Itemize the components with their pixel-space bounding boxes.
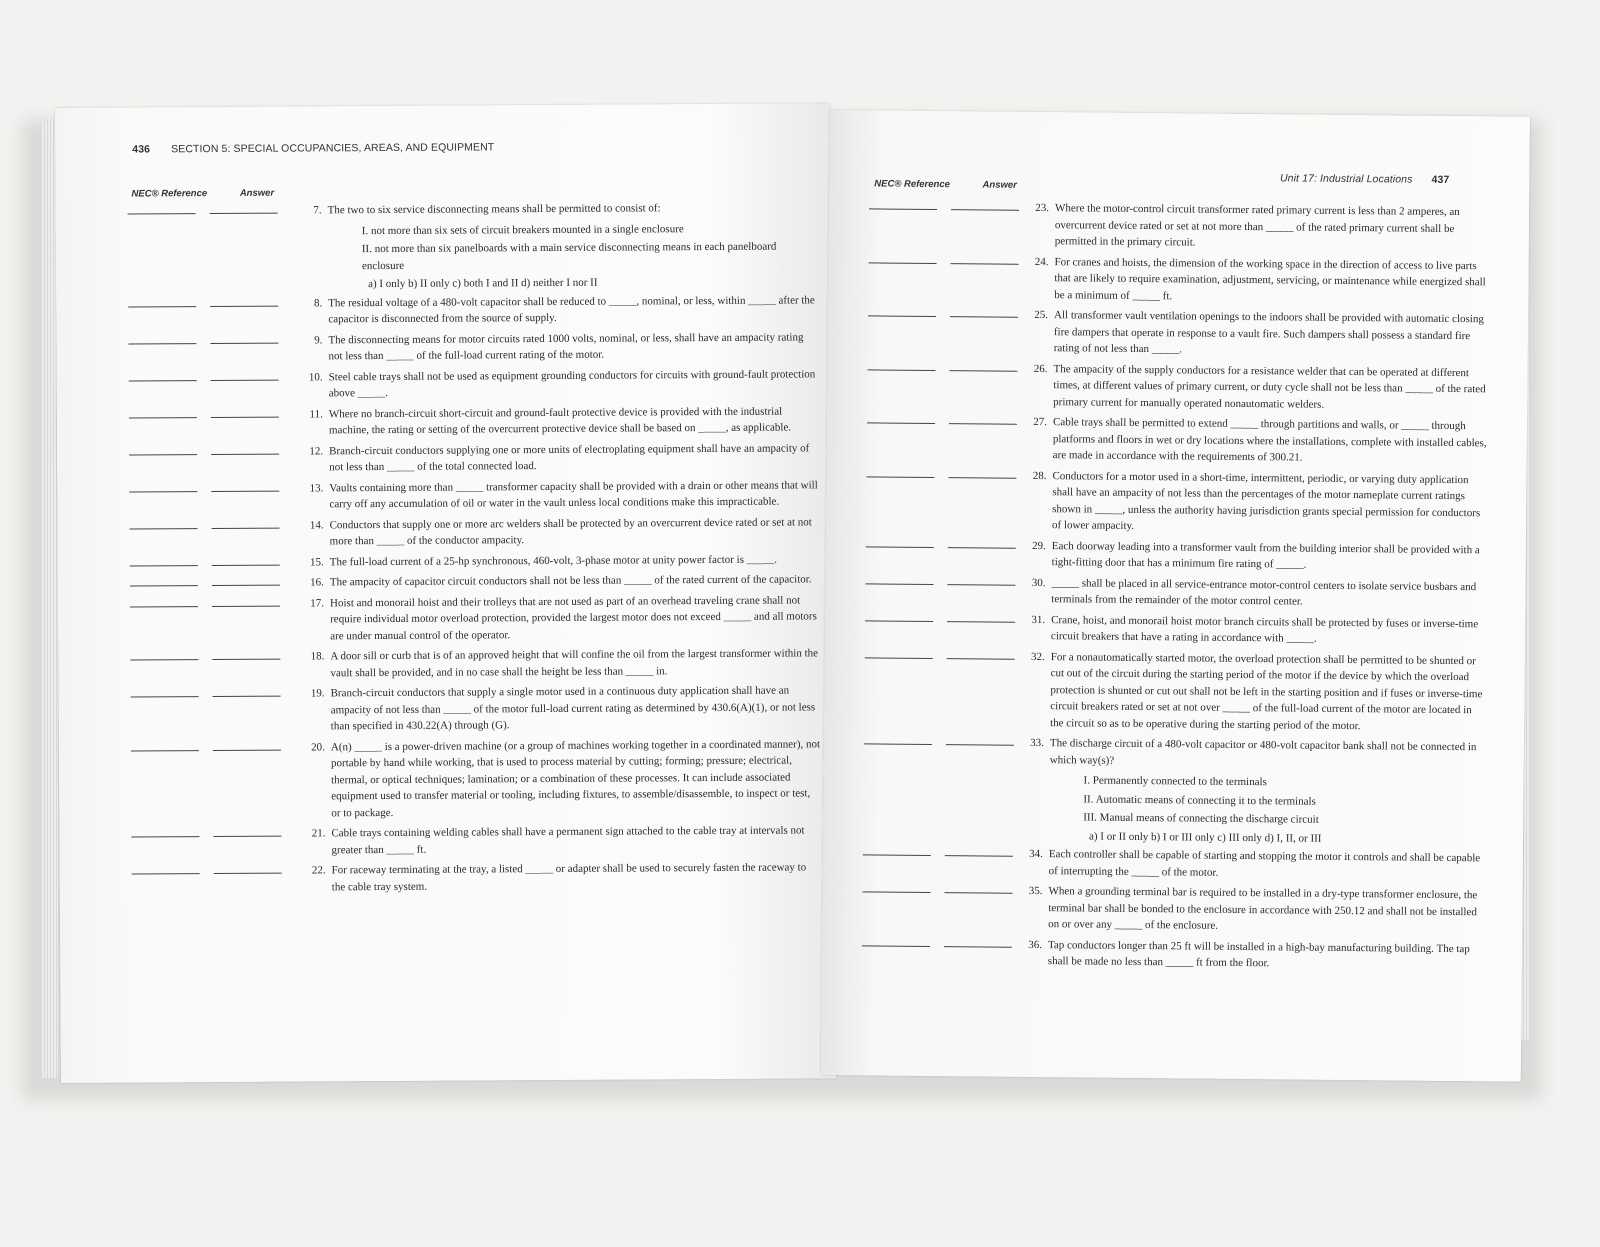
answer-blank bbox=[944, 892, 1012, 894]
answer-blanks bbox=[866, 536, 1024, 571]
answer-blank bbox=[944, 946, 1012, 948]
question-number: 24. bbox=[1034, 255, 1049, 268]
question-text: The disconnecting means for motor circuits rated 1000 volts, nominal, or less, shall have an ampacity rating not less than _____ of the full-load current rating of the motor. bbox=[328, 330, 804, 363]
reference-blank bbox=[866, 476, 934, 478]
question-item bbox=[128, 220, 818, 241]
question-item bbox=[130, 551, 820, 572]
question-text: Each controller shall be capable of starting and stopping the motor it controls and shall be capable of interrupting the _____ of the motor. bbox=[1048, 848, 1481, 879]
question-text: When a grounding terminal bar is required to be installed in a dry-type transformer enclosure, the terminal bar shall be bonded to the enclosure in accordance with 250.12 and shall not be installed on or over any _____ of the enclosure. bbox=[1048, 885, 1478, 932]
question-text: Each doorway leading into a transformer vault from the building interior shall be provided with a tight-fitting door that has a minimum fire rating of _____. bbox=[1051, 539, 1480, 571]
question-number bbox=[1021, 790, 1043, 807]
reference-blank bbox=[132, 873, 200, 874]
question-text: Cable trays shall be permitted to extend _____ through partitions and walls, or _____ through platforms and floors in wet or dry locations where the installations, complete with installed cables, are made in accordance with the requirements of 300.21. bbox=[1052, 416, 1487, 464]
question-number bbox=[300, 241, 322, 274]
question-item bbox=[867, 412, 1487, 467]
question-text: Vaults containing more than _____ transformer capacity shall be provided with a drain or other means that will carry off any accumulation of oil or water in the vault unless local conditions make this impracticable. bbox=[329, 478, 818, 511]
answer-blank bbox=[950, 316, 1018, 318]
unit-title: Unit 17: Industrial Locations bbox=[1279, 172, 1413, 186]
question-text: I. Permanently connected to the terminals bbox=[1083, 774, 1267, 789]
question-text: For raceway terminating at the tray, a listed _____ or adapter shall be used to securely fasten the raceway to the cable tray system. bbox=[331, 861, 807, 893]
answer-blanks bbox=[130, 595, 302, 646]
answer-blanks bbox=[863, 807, 1021, 825]
reference-blank bbox=[866, 546, 934, 548]
answer-blanks bbox=[129, 443, 301, 477]
reference-blank bbox=[131, 836, 199, 837]
answer-blank bbox=[211, 453, 279, 454]
reference-blank bbox=[865, 620, 933, 622]
answer-blank bbox=[951, 209, 1019, 211]
question-text: The residual voltage of a 480-volt capacitor shall be reduced to _____, nominal, or less, within _____ after the capacitor is disconnected from the source of supply. bbox=[328, 293, 815, 326]
question-text: _____ shall be placed in all service-entrance motor-control centers to isolate service busbars and terminals from the remainder of the motor control center. bbox=[1051, 576, 1477, 608]
answer-blank bbox=[212, 605, 280, 606]
answer-blank bbox=[212, 564, 280, 565]
question-text: Crane, hoist, and monorail hoist motor branch circuits shall be protected by fuses or inverse-time circuit breakers that have a rating in accordance with _____. bbox=[1050, 613, 1479, 645]
question-item bbox=[864, 733, 1484, 772]
question-text: For cranes and hoists, the dimension of the working space in the direction of access to live parts that are likely to require examination, adjustment, servicing, or maintenance while energized shall be a minimum of _____ ft. bbox=[1054, 255, 1486, 302]
question-item bbox=[131, 682, 821, 736]
reference-blank bbox=[128, 213, 196, 214]
question-item bbox=[131, 736, 821, 823]
reference-blank bbox=[869, 208, 937, 210]
question-number: 20. bbox=[311, 740, 325, 753]
column-headers bbox=[874, 178, 1047, 191]
question-number: 28. bbox=[1032, 469, 1047, 482]
question-number: 13. bbox=[309, 481, 324, 494]
question-text: The two to six service disconnecting means shall be permitted to consist of: bbox=[327, 202, 661, 217]
question-text: Branch-circuit conductors that supply a single motor used in a continuous duty application shall have an ampacity of not less than _____ of the motor full-load current rating as determined by 430.6(A)(1), or not less than specified in 430.22(A) through (G). bbox=[330, 684, 816, 733]
question-number bbox=[300, 276, 322, 293]
answer-blank bbox=[211, 416, 279, 417]
question-item bbox=[862, 935, 1482, 974]
answer-blanks bbox=[864, 733, 1022, 768]
answer-blanks bbox=[128, 295, 300, 329]
question-number: 16. bbox=[310, 576, 324, 589]
answer-blank bbox=[947, 584, 1015, 586]
question-text: A(n) _____ is a power-driven machine (or a group of machines working together in a coordinated manner), not portable by hand while working, that is used to process material by cutting; forming; pressure; electrical, thermal, or optical techniques; lamination; or a combination of these processes. It can include associated equipment used to transfer material or tooling, including fixtures, to assemble/disassemble, to inspect or test, or to package. bbox=[330, 737, 821, 819]
question-item bbox=[869, 198, 1489, 253]
question-number: 34. bbox=[1029, 847, 1043, 861]
answer-blanks bbox=[868, 305, 1026, 356]
answer-blanks bbox=[868, 252, 1026, 303]
answer-blank bbox=[948, 477, 1016, 479]
question-number: 21. bbox=[311, 827, 326, 840]
question-item bbox=[130, 514, 820, 551]
answer-blanks bbox=[130, 575, 302, 593]
question-item bbox=[868, 252, 1488, 307]
reference-blank bbox=[131, 750, 199, 751]
reference-blank bbox=[131, 696, 199, 697]
question-number: 9. bbox=[314, 333, 323, 346]
answer-blanks bbox=[865, 573, 1023, 608]
answer-blank bbox=[212, 659, 280, 660]
question-text: II. not more than six panelboards with a main service disconnecting means in each panelboard enclosure bbox=[361, 240, 777, 272]
question-text: Steel cable trays shall not be used as equipment grounding conductors for circuits with ground-fault protection above _____. bbox=[328, 367, 816, 400]
question-text: The discharge circuit of a 480-volt capacitor or 480-volt capacitor bank shall not be connected in which way(s)? bbox=[1049, 737, 1477, 767]
answer-blank bbox=[210, 342, 278, 343]
answer-blank bbox=[945, 855, 1013, 857]
question-text: Where no branch-circuit short-circuit and ground-fault protective device is provided with the industrial machine, the rating or setting of the overcurrent protective device shall be based on _____, as applicable. bbox=[328, 405, 792, 437]
question-text: Conductors that supply one or more arc welders shall be protected by an overcurrent device rated or set at not more than _____ of the conductor ampacity. bbox=[329, 515, 812, 548]
question-text: The ampacity of the supply conductors for a resistance welder that can be operated at different times, at different values of primary current, or duty cycle shall not be less than _____ of the rated primary current for manually operated nonautomatic welders. bbox=[1053, 362, 1486, 411]
answer-blanks bbox=[867, 359, 1025, 410]
question-item bbox=[128, 199, 818, 220]
question-number: 14. bbox=[309, 518, 324, 531]
question-item bbox=[865, 573, 1485, 612]
question-item bbox=[128, 273, 818, 294]
question-number bbox=[1021, 772, 1043, 789]
reference-blank bbox=[865, 657, 933, 659]
answer-blanks bbox=[864, 647, 1023, 731]
question-item bbox=[865, 610, 1485, 649]
section-title: SECTION 5: SPECIAL OCCUPANCIES, AREAS, AND EQUIPMENT bbox=[171, 141, 495, 156]
col-nec-reference: NEC® Reference bbox=[874, 178, 950, 191]
reference-blank bbox=[867, 422, 935, 424]
question-number: 10. bbox=[308, 370, 323, 383]
answer-blanks bbox=[129, 406, 301, 440]
answer-blank bbox=[947, 621, 1015, 623]
question-number: 7. bbox=[313, 204, 322, 217]
question-item bbox=[866, 536, 1486, 575]
question-text: Branch-circuit conductors supplying one or more units of electroplating equipment shall have an ampacity of not less than _____ of the total connected load. bbox=[329, 441, 810, 474]
question-number: 17. bbox=[310, 596, 325, 609]
question-number: 18. bbox=[310, 650, 325, 663]
question-text: Tap conductors longer than 25 ft will be installed in a high-bay manufacturing building. The tap shall be made no less than _____ ft from the floor. bbox=[1047, 938, 1470, 970]
answer-blanks bbox=[128, 242, 300, 276]
question-text: For a nonautomatically started motor, the overload protection shall be permitted to be shunted or cut out of the circuit during the starting period of the motor if the device by which the overload protection is shunted or cut out shall not be left in the starting position and if fuses or inverse-time circuit breakers rated or set at not over _____ of the full-load current of the motor are located in the circuit so as to be operative during the starting period of the motor. bbox=[1050, 650, 1483, 732]
col-answer: Answer bbox=[982, 179, 1017, 191]
col-nec-reference: NEC® Reference bbox=[131, 188, 208, 200]
reference-blank bbox=[862, 891, 930, 893]
question-text: Hoist and monorail hoist and their trolleys that are not used as part of an overhead traveling crane shall not require individual motor overload protection, provided the largest motor does not exceed _____ and all motors are under manual control of the operator. bbox=[329, 593, 817, 642]
question-number: 36. bbox=[1028, 938, 1043, 951]
answer-blanks bbox=[129, 369, 301, 403]
reference-blank bbox=[868, 315, 936, 317]
question-text: III. Manual means of connecting the discharge circuit bbox=[1083, 811, 1319, 826]
answer-blank bbox=[949, 423, 1017, 425]
question-list bbox=[862, 198, 1489, 977]
page-number: 436 bbox=[132, 143, 151, 156]
question-number: 22. bbox=[311, 864, 326, 877]
question-text: The full-load current of a 25-hp synchronous, 460-volt, 3-phase motor at unity power factor is _____. bbox=[329, 553, 778, 568]
question-item bbox=[130, 592, 820, 646]
question-number: 8. bbox=[313, 296, 323, 309]
answer-blanks bbox=[869, 198, 1027, 249]
answer-blanks bbox=[866, 466, 1025, 534]
answer-blanks bbox=[130, 648, 302, 682]
answer-blanks bbox=[863, 844, 1021, 879]
answer-blanks bbox=[863, 826, 1021, 844]
question-item bbox=[128, 238, 818, 275]
reference-blank bbox=[129, 380, 197, 381]
answer-blank bbox=[212, 585, 280, 586]
answer-blank bbox=[210, 305, 278, 306]
answer-blanks bbox=[128, 223, 300, 241]
answer-blanks bbox=[131, 825, 303, 859]
question-item bbox=[128, 329, 818, 366]
answer-blank bbox=[946, 744, 1014, 746]
question-item bbox=[130, 571, 820, 592]
question-item bbox=[128, 292, 818, 329]
question-text: A door sill or curb that is of an approved height that will confine the oil from the largest transformer within the vault shall be provided, and in no case shall the height be less than _____ in. bbox=[330, 647, 819, 679]
answer-blank bbox=[947, 658, 1015, 660]
answer-blanks bbox=[130, 554, 302, 572]
question-text: I. not more than six sets of circuit breakers mounted in a single enclosure bbox=[361, 222, 684, 237]
column-headers bbox=[131, 187, 304, 199]
reference-blank bbox=[863, 854, 931, 856]
answer-blanks bbox=[132, 862, 304, 896]
reference-blank bbox=[865, 583, 933, 585]
page-number: 437 bbox=[1431, 173, 1450, 186]
reference-blank bbox=[868, 369, 936, 371]
question-number: 23. bbox=[1035, 201, 1050, 215]
reference-blank bbox=[128, 306, 196, 307]
question-item bbox=[129, 440, 819, 477]
question-text: Cable trays containing welding cables shall have a permanent sign attached to the cable tray at intervals not greater than _____ ft. bbox=[331, 824, 805, 856]
reference-blank bbox=[130, 585, 198, 586]
question-item bbox=[868, 305, 1488, 360]
answer-blank bbox=[210, 213, 278, 214]
reference-blank bbox=[130, 565, 198, 566]
answer-blank bbox=[212, 527, 280, 528]
reference-blank bbox=[129, 454, 197, 455]
question-text: a) I or II only b) I or III only c) III only d) I, II, or III bbox=[1088, 830, 1322, 845]
answer-blank bbox=[950, 370, 1018, 372]
answer-blanks bbox=[128, 332, 300, 366]
reference-blank bbox=[869, 262, 937, 264]
answer-blank bbox=[214, 873, 282, 874]
question-number bbox=[1021, 827, 1043, 844]
reference-blank bbox=[130, 606, 198, 607]
question-text: a) I only b) II only c) both I and II d) neither I nor II bbox=[368, 276, 598, 291]
right-page bbox=[821, 110, 1530, 1082]
question-item bbox=[130, 645, 820, 682]
answer-blank bbox=[211, 490, 279, 491]
right-page-header bbox=[1280, 172, 1449, 186]
answer-blanks bbox=[862, 935, 1020, 970]
question-number bbox=[1021, 809, 1043, 826]
reference-blank bbox=[130, 528, 198, 529]
question-text: The ampacity of capacitor circuit conductors shall not be less than _____ of the rated current of the capacitor. bbox=[329, 573, 812, 589]
question-number: 12. bbox=[309, 444, 324, 457]
left-page bbox=[55, 103, 836, 1083]
reference-blank bbox=[128, 343, 196, 344]
reference-blank bbox=[864, 743, 932, 745]
answer-blank bbox=[213, 696, 281, 697]
question-item bbox=[863, 844, 1483, 883]
question-number: 31. bbox=[1031, 613, 1046, 626]
answer-blanks bbox=[131, 739, 304, 823]
answer-blank bbox=[213, 749, 281, 750]
answer-blank bbox=[951, 263, 1019, 265]
reference-blank bbox=[862, 945, 930, 947]
question-item bbox=[864, 647, 1485, 735]
question-text: Where the motor-control circuit transformer rated primary current is less than 2 amperes, an overcurrent device rated or set at not more than _____ of the rated primary current shall be permitted in the primary circuit. bbox=[1054, 202, 1460, 249]
answer-blanks bbox=[130, 517, 302, 551]
answer-blanks bbox=[128, 203, 300, 221]
answer-blanks bbox=[863, 789, 1021, 807]
question-text: II. Automatic means of connecting it to the terminals bbox=[1083, 792, 1316, 808]
question-item bbox=[866, 466, 1487, 538]
question-number: 26. bbox=[1033, 362, 1048, 375]
answer-blanks bbox=[128, 277, 300, 295]
reference-blank bbox=[129, 417, 197, 418]
question-item bbox=[129, 477, 819, 514]
reference-blank bbox=[129, 491, 197, 492]
question-item bbox=[867, 359, 1487, 414]
question-number: 35. bbox=[1028, 884, 1043, 898]
answer-blanks bbox=[864, 770, 1022, 788]
col-answer: Answer bbox=[239, 187, 275, 199]
answer-blank bbox=[211, 379, 279, 380]
question-number: 32. bbox=[1030, 650, 1045, 663]
question-number bbox=[300, 223, 322, 240]
question-number: 27. bbox=[1033, 415, 1048, 429]
question-list bbox=[128, 199, 822, 900]
question-item bbox=[862, 881, 1482, 936]
answer-blanks bbox=[129, 480, 301, 514]
question-number: 29. bbox=[1032, 539, 1046, 552]
reference-blank bbox=[130, 659, 198, 660]
question-text: All transformer vault ventilation openings to the indoors shall be provided with automatic closing fire dampers that operate in response to a vault fire. Such dampers shall possess a standard fire rating of not less than _____. bbox=[1053, 309, 1484, 356]
question-item bbox=[132, 859, 822, 896]
left-page-header bbox=[132, 141, 494, 155]
answer-blanks bbox=[865, 610, 1023, 645]
question-number: 19. bbox=[310, 687, 325, 700]
question-number: 15. bbox=[309, 555, 324, 568]
answer-blanks bbox=[862, 881, 1020, 932]
question-number: 25. bbox=[1034, 308, 1049, 322]
question-item bbox=[131, 822, 821, 859]
answer-blank bbox=[213, 836, 281, 837]
answer-blank bbox=[948, 547, 1016, 549]
question-number: 30. bbox=[1031, 576, 1046, 589]
answer-blanks bbox=[131, 685, 303, 736]
question-number: 33. bbox=[1030, 736, 1044, 750]
question-number: 11. bbox=[309, 407, 323, 420]
question-item bbox=[129, 403, 819, 440]
question-text: Conductors for a motor used in a short-time, intermittent, periodic, or varying duty application shall have an ampacity of not less than the percentages of the motor nameplate current ratings shown in _____, unless the authority having jurisdiction grants special permission for conductors of lower ampacity. bbox=[1051, 469, 1481, 532]
answer-blanks bbox=[867, 412, 1025, 463]
question-item bbox=[129, 366, 819, 403]
